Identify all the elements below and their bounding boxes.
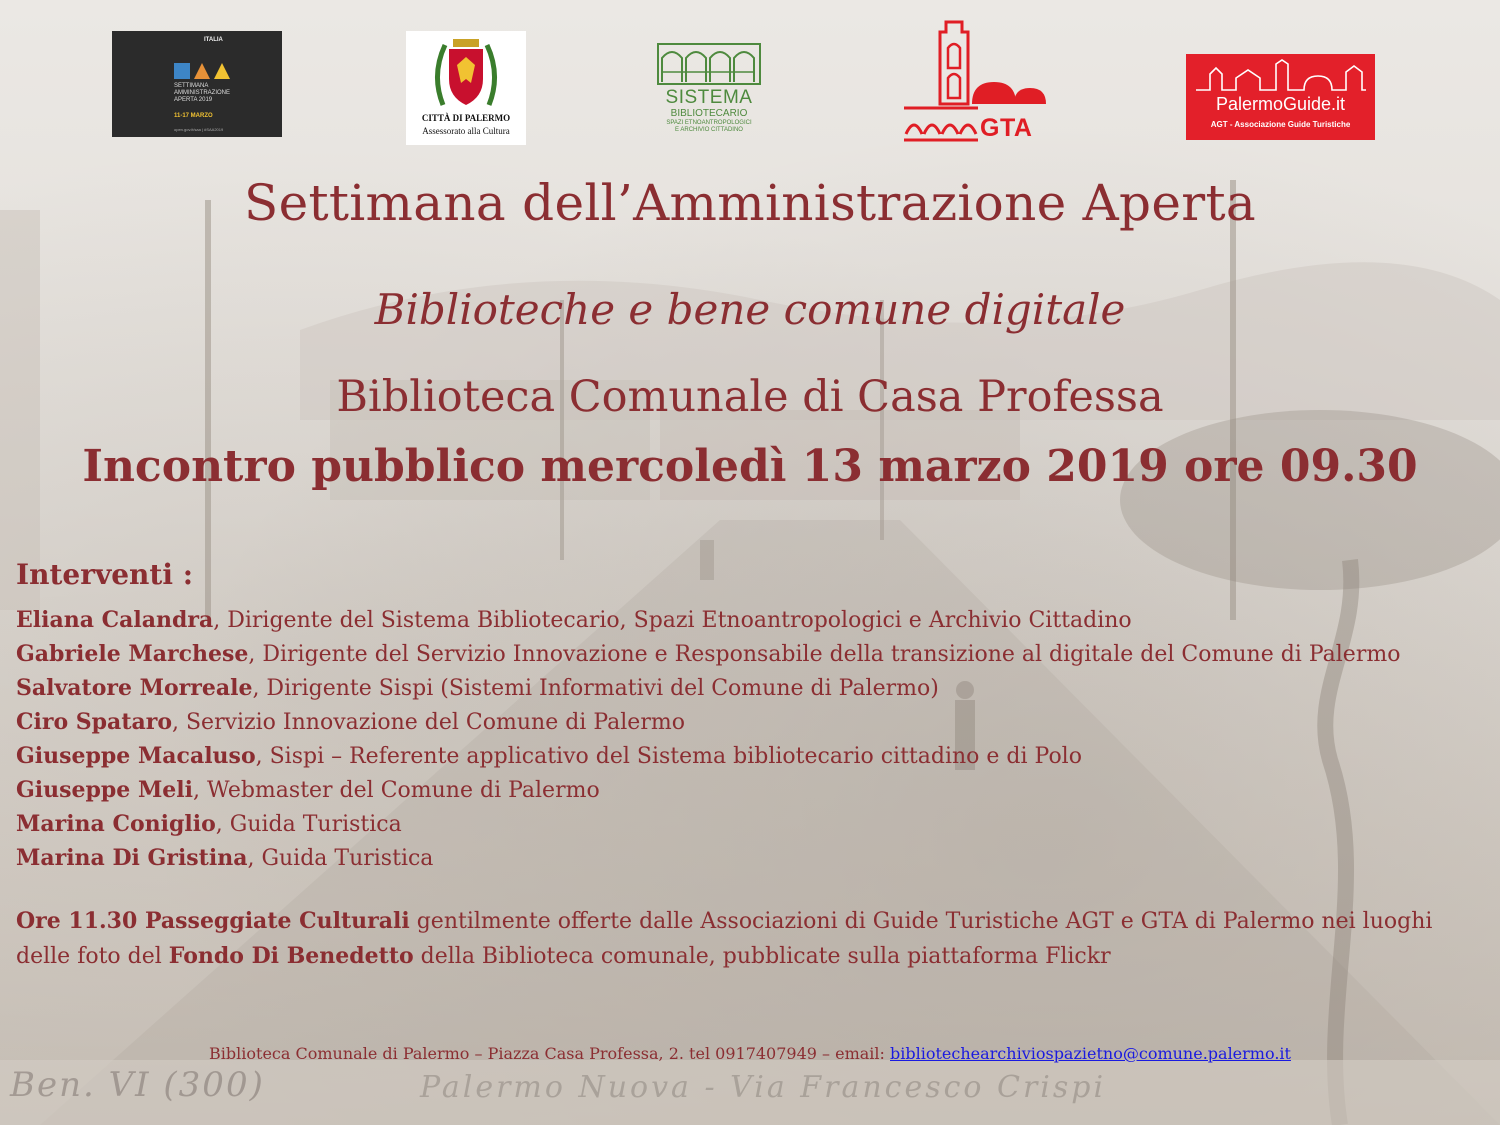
gta-logo [902,18,1050,148]
citta-di-palermo-logo [406,31,526,145]
saa-dates: 11-17 MARZO [174,113,213,119]
footer-address: Biblioteca Comunale di Palermo – Piazza Casa Professa, 2. tel 0917407949 – email: [209,1044,891,1063]
footer-contact [0,1044,1500,1063]
skyline-icon [1196,58,1366,92]
speaker-role: , Servizio Innovazione del Comune di Palermo [172,710,685,735]
saa-name: SETTIMANA AMMINISTRAZIONE APERTA 2019 [174,83,231,103]
photo-caption: Palermo Nuova - Via Francesco Crispi [420,1070,1107,1105]
saa-footer: open.gov.it/saa | #SAA2019 [174,127,224,132]
speaker-role: , Guida Turistica [247,846,434,871]
speaker-name: Giuseppe Macaluso [16,743,256,769]
speaker-item [16,841,1400,875]
palermoguide-logo [1186,54,1375,140]
speaker-role: , Dirigente del Sistema Bibliotecario, Spazi Etnoantropologici e Archivio Cittadino [213,608,1132,633]
eagle-crest-icon [431,35,501,111]
speaker-role: , Sispi – Referente applicativo del Sistema bibliotecario cittadino e di Polo [255,744,1082,769]
speaker-list [16,603,1400,875]
speaker-name: Ciro Spataro [16,709,172,735]
venue-line: Biblioteca Comunale di Casa Professa [336,372,1164,422]
speaker-item [16,637,1400,671]
event-datetime: Incontro pubblico mercoledì 13 marzo 2019 ore 09.30 [82,441,1418,492]
cultural-walks-paragraph [16,904,1476,974]
walk-text-2: della Biblioteca comunale, pubblicate sulla piattaforma Flickr [413,944,1111,969]
saa-top-text: ITALIA [204,37,223,43]
speaker-name: Eliana Calandra [16,607,214,633]
speaker-role: , Dirigente del Servizio Innovazione e Responsabile della transizione al digitale del Comune di Palermo [248,642,1401,667]
poster-title: Settimana dell’Amministrazione Aperta [244,174,1256,232]
sistema-bibliotecario-logo [656,42,762,142]
email-link[interactable]: bibliotechearchiviospazietno@comune.palermo.it [890,1044,1291,1063]
sistema-line3: SPAZI ETNOANTROPOLOGICI E ARCHIVIO CITTADINO [666,120,752,133]
walk-time: Ore 11.30 Passeggiate Culturali [16,908,410,934]
photo-handwritten-note: Ben. VI (300) [10,1065,265,1105]
gta-wordmark: GTA [980,114,1033,142]
speaker-item [16,603,1400,637]
speaker-item [16,773,1400,807]
interventi-heading: Interventi : [16,558,194,591]
speaker-item [16,671,1400,705]
arches-icon [656,42,762,86]
speaker-name: Giuseppe Meli [16,777,194,803]
fondo-name: Fondo Di Benedetto [168,943,414,969]
walk-text-1: gentilmente offerte dalle Associazioni di Guide Turistiche AGT e GTA di Palermo nei luoghi delle foto del [16,909,1433,969]
speaker-item [16,739,1400,773]
palermo-office: Assessorato alla Cultura [422,126,510,136]
speaker-name: Marina Di Gristina [16,845,248,871]
sistema-line2: BIBLIOTECARIO [670,108,748,119]
palermoguide-name: PalermoGuide.it [1215,94,1346,114]
speaker-role: , Webmaster del Comune di Palermo [193,778,600,803]
saa-logo [112,31,282,137]
saa-mark-icon [174,61,234,81]
speaker-name: Marina Coniglio [16,811,216,837]
speaker-item [16,807,1400,841]
speaker-item [16,705,1400,739]
speaker-name: Salvatore Morreale [16,675,253,701]
poster-subtitle: Biblioteche e bene comune digitale [374,285,1126,334]
speaker-name: Gabriele Marchese [16,641,249,667]
speaker-role: , Dirigente Sispi (Sistemi Informativi del Comune di Palermo) [252,676,939,701]
palermo-name: CITTÀ DI PALERMO [421,113,511,123]
speaker-role: , Guida Turistica [215,812,402,837]
palermoguide-subtitle: AGT - Associazione Guide Turistiche [1210,120,1351,129]
sistema-line1: SISTEMA [665,87,753,108]
